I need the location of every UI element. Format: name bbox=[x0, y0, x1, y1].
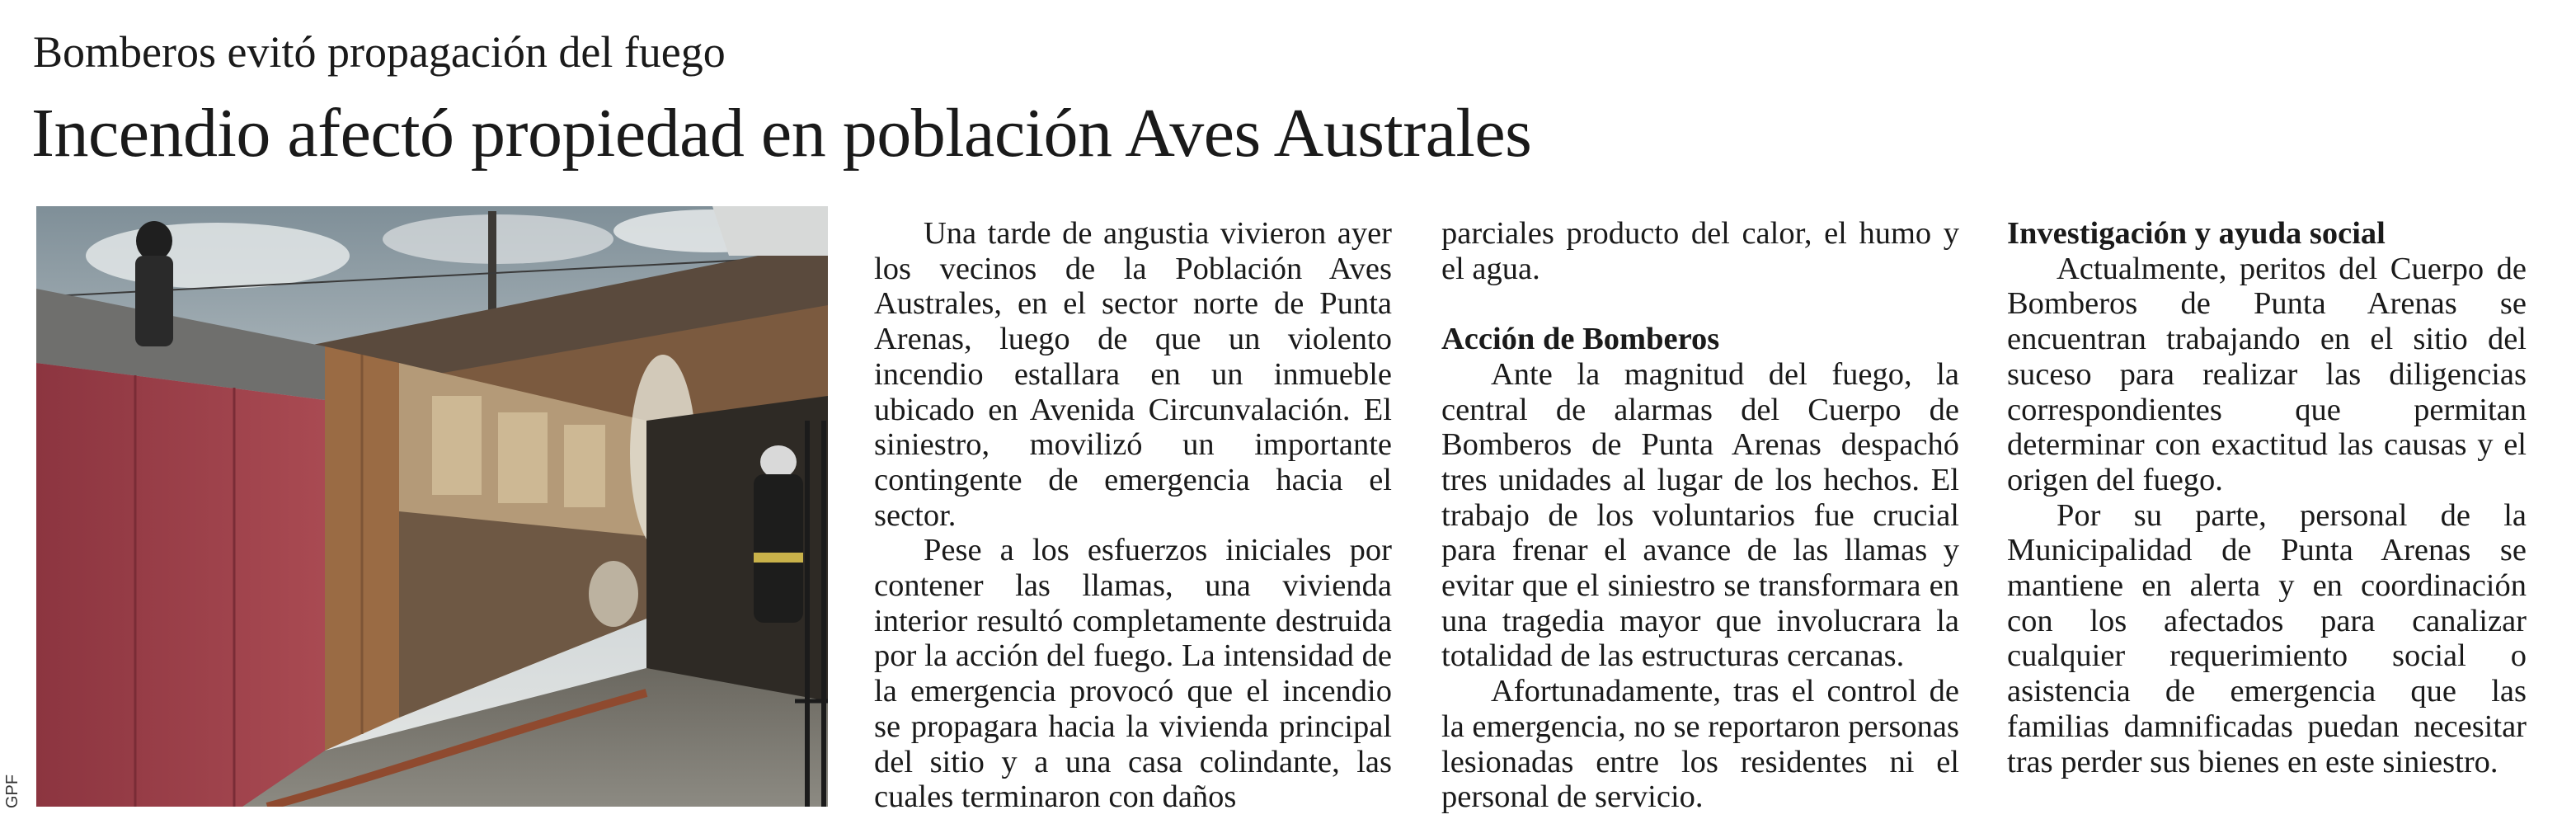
article-kicker: Bomberos evitó propagación del fuego bbox=[33, 27, 726, 77]
spacer bbox=[1441, 286, 1959, 322]
paragraph: Pese a los esfuerzos iniciales por contener las llamas, una vivienda interior resultó completamente destruida por la acción del fuego. La intensidad de la emergencia provocó que el incendio se propagara hacia la vivienda principal del sitio y a una casa colindante, las cuales terminaron con daños bbox=[874, 533, 1392, 815]
section-heading: Acción de Bomberos bbox=[1441, 322, 1720, 357]
section-heading: Investigación y ayuda social bbox=[2007, 216, 2386, 251]
paragraph: Por su parte, personal de la Municipalidad de Punta Arenas se mantiene en alerta y en coordinación con los afectados para canalizar cualquier requerimiento social o asistencia de emergencia que las familias damnificadas puedan necesitar tras perder sus bienes en este siniestro. bbox=[2007, 497, 2527, 779]
article-column-1 bbox=[874, 216, 1392, 815]
article-headline: Incendio afectó propiedad en población Aves Australes bbox=[31, 95, 1532, 172]
paragraph: Actualmente, peritos del Cuerpo de Bomberos de Punta Arenas se encuentran trabajando en el sitio del suceso para realizar las diligencias correspondientes que permitan determinar con exactitud las causas y el origen del fuego. bbox=[2007, 251, 2527, 497]
paragraph: Una tarde de angustia vivieron ayer los vecinos de la Población Aves Australes, en el sector norte de Punta Arenas, luego de que un violento incendio estallara en un inmueble ubicado en Avenida Circunvalación. El siniestro, movilizó un importante contingente de emergencia hacia el sector. bbox=[874, 216, 1392, 533]
photo-credit: GPF bbox=[3, 774, 21, 808]
paragraph: Ante la magnitud del fuego, la central de alarmas del Cuerpo de Bomberos de Punta Arenas despachó tres unidades al lugar de los hechos. El trabajo de los voluntarios fue crucial para frenar el avance de las llamas y evitar que el siniestro se transformara en una tragedia mayor que involucrara la totalidad de las estructuras cercanas. bbox=[1441, 356, 1959, 674]
paragraph: parciales producto del calor, el humo y el agua. bbox=[1441, 216, 1959, 286]
article-column-2 bbox=[1441, 216, 1959, 815]
article-column-3 bbox=[2007, 216, 2527, 779]
paragraph: Afortunadamente, tras el control de la emergencia, no se reportaron personas lesionadas entre los residentes ni el personal de servicio. bbox=[1441, 674, 1959, 815]
article-photo bbox=[36, 206, 828, 807]
